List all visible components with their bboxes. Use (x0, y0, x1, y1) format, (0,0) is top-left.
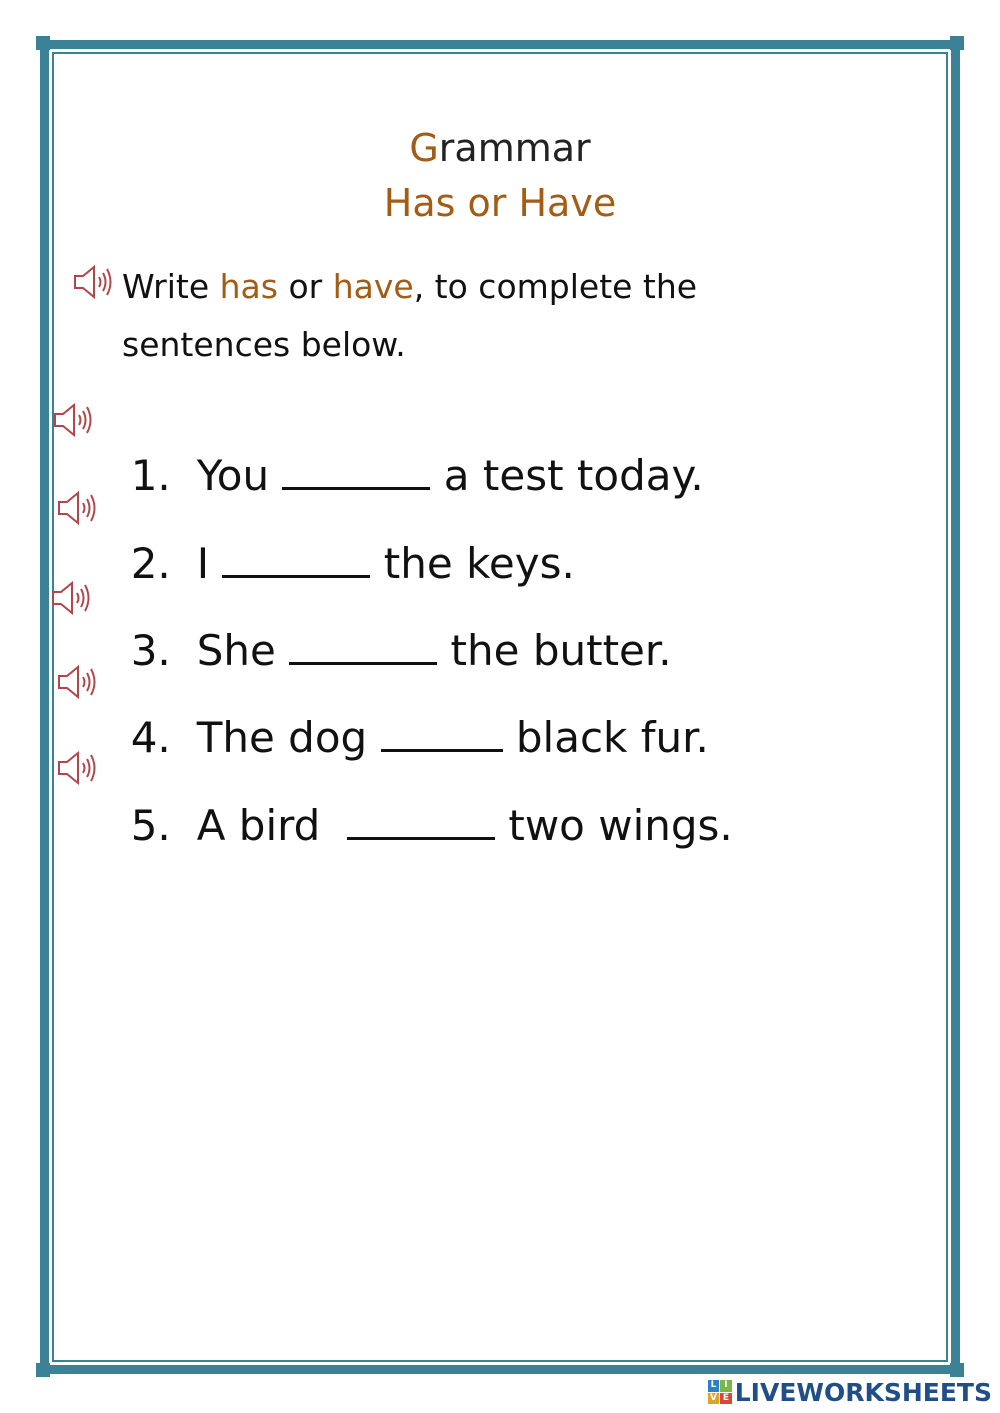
question-number: 5. (130, 801, 171, 850)
speaker-icon[interactable] (52, 402, 98, 438)
question-text-after: the keys. (370, 539, 575, 588)
speaker-icon[interactable] (50, 580, 96, 616)
speaker-icon[interactable] (56, 750, 102, 786)
instruction-line2: sentences below. (122, 325, 406, 364)
page-subtitle: Has or Have (383, 181, 617, 225)
instruction-text (122, 258, 822, 374)
speaker-icon[interactable] (56, 664, 102, 700)
question-number: 3. (130, 626, 171, 675)
question-text-before: The dog (196, 713, 381, 762)
speaker-icon[interactable] (72, 264, 118, 300)
liveworksheets-logo[interactable] (708, 1377, 992, 1407)
keyword-has: has (219, 267, 278, 306)
question-text-after: a test today. (430, 451, 704, 500)
frame-corner (36, 36, 50, 50)
instruction-part: Write (122, 267, 220, 306)
question-text-before: A bird (196, 801, 348, 850)
question-text-after: the butter. (437, 626, 672, 675)
title-initial: G (409, 126, 439, 170)
logo-mark-icon: L I V E (708, 1380, 732, 1404)
question-number: 2. (130, 539, 171, 588)
title-rest: rammar (438, 126, 591, 170)
question-text-before: I (196, 539, 223, 588)
instruction-part: , to complete the (413, 267, 698, 306)
question-text-after: black fur. (502, 713, 709, 762)
answer-blank[interactable] (347, 799, 495, 840)
question-number: 1. (130, 451, 171, 500)
logo-text: LIVEWORKSHEETS (734, 1377, 992, 1407)
question-text-before: She (196, 626, 290, 675)
frame-corner (950, 36, 964, 50)
question-text-after: two wings. (495, 801, 733, 850)
question-text-before: You (196, 451, 283, 500)
page-title (0, 126, 1000, 170)
keyword-have: have (332, 267, 414, 306)
question-item (104, 742, 733, 854)
instruction-part: or (277, 267, 333, 306)
frame-corner (36, 1363, 50, 1377)
question-number: 4. (130, 713, 171, 762)
speaker-icon[interactable] (56, 490, 102, 526)
frame-corner (950, 1363, 964, 1377)
